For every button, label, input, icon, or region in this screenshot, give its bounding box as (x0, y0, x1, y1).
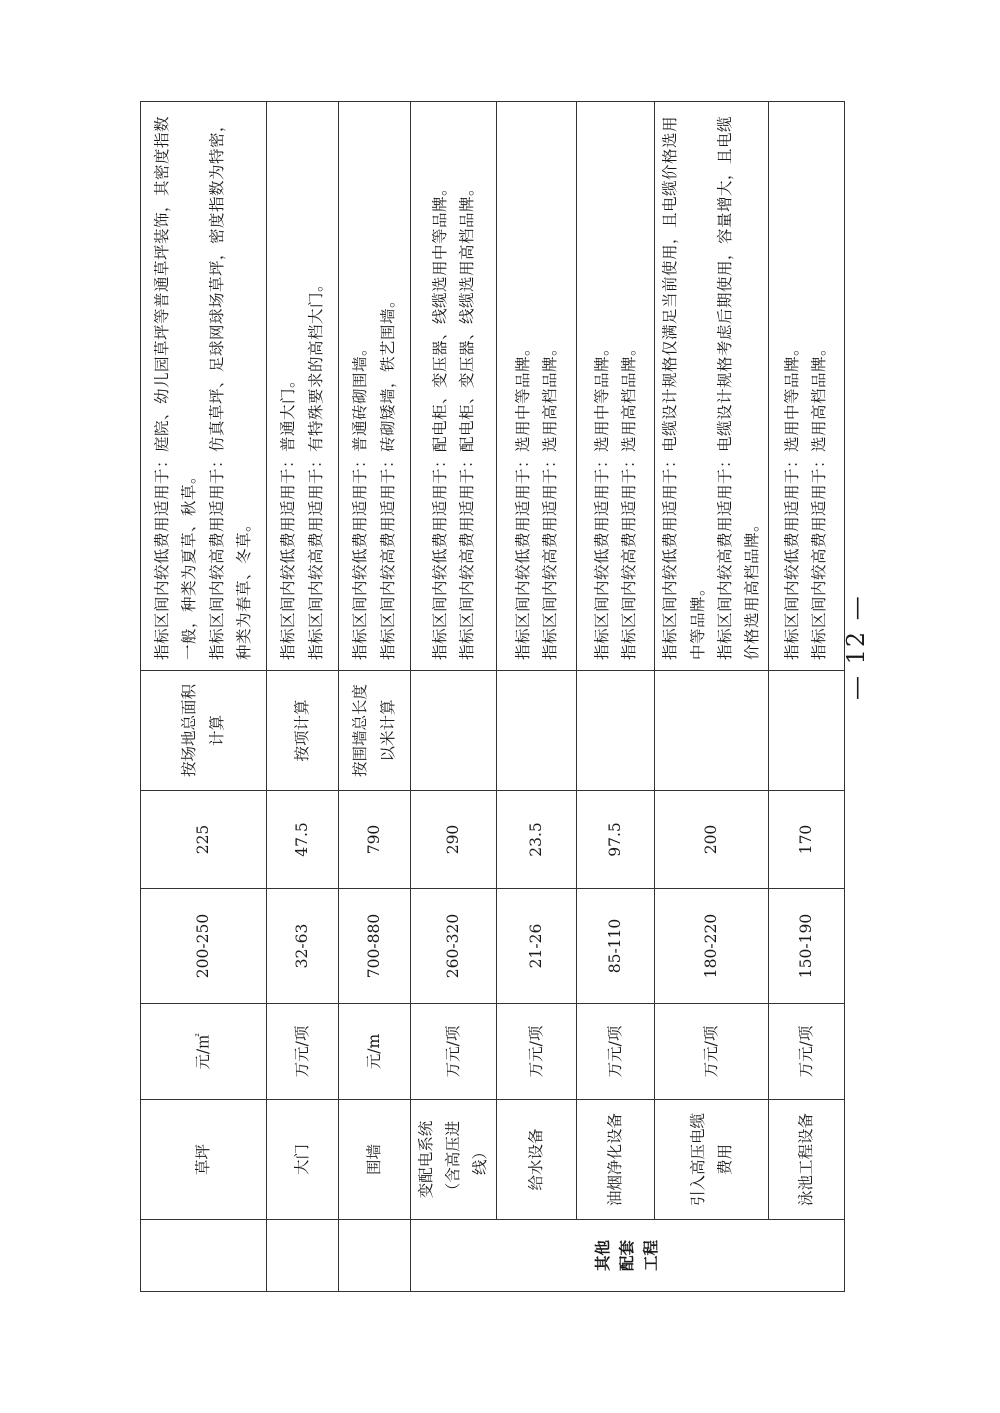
range-cell: 700-880 (339, 889, 411, 1004)
desc-high: 指标区间内较高费用适用于：仿真草坪、足球网球场草坪，密度指数为特密，种类为春草、冬草。 (207, 115, 253, 660)
unit-cell: 万元/项 (655, 1004, 769, 1100)
item-name: 油烟净化设备 (577, 1100, 655, 1220)
calc-method-cell (497, 671, 577, 791)
desc-high: 指标区间内较高费用适用于：选用高档品牌。 (810, 339, 829, 660)
cost-index-table (140, 101, 845, 1292)
rotated-table-container (140, 102, 834, 1292)
table-row (577, 102, 655, 1292)
description-cell (655, 102, 769, 671)
table-row (497, 102, 577, 1292)
range-cell: 85-110 (577, 889, 655, 1004)
desc-high: 指标区间内较高费用适用于：选用高档品牌。 (540, 339, 559, 660)
calc-method-cell: 按项计算 (267, 671, 339, 791)
description-cell (497, 102, 577, 671)
description-cell (339, 102, 411, 671)
category-cell-blank (339, 1220, 411, 1292)
table-row (411, 102, 497, 1292)
calc-method-cell: 按围墙总长度以米计算 (339, 671, 411, 791)
range-cell: 200-250 (141, 889, 267, 1004)
table-row (655, 102, 769, 1292)
unit-cell: 万元/项 (577, 1004, 655, 1100)
range-cell: 150-190 (768, 889, 844, 1004)
item-name: 变配电系统（含高压进线） (411, 1100, 497, 1220)
desc-high: 指标区间内较高费用适用于：配电柜、变压器、线缆选用高档品牌。 (457, 179, 476, 660)
desc-high: 指标区间内较高费用适用于：砖砌矮墙，铁艺围墙。 (378, 291, 397, 660)
category-cell-blank (267, 1220, 339, 1292)
category-cell (411, 1220, 845, 1292)
range-cell: 21-26 (497, 889, 577, 1004)
unit-cell: 元/m (339, 1004, 411, 1100)
reference-value-cell: 23.5 (497, 791, 577, 889)
reference-value-cell: 47.5 (267, 791, 339, 889)
reference-value-cell: 290 (411, 791, 497, 889)
item-name: 大门 (267, 1100, 339, 1220)
range-cell: 32-63 (267, 889, 339, 1004)
reference-value-cell: 170 (768, 791, 844, 889)
reference-value-cell: 97.5 (577, 791, 655, 889)
desc-low: 指标区间内较低费用适用于：选用中等品牌。 (592, 339, 611, 660)
range-cell: 260-320 (411, 889, 497, 1004)
page-number: — 12 — (842, 594, 870, 700)
reference-value-cell: 225 (141, 791, 267, 889)
description-cell (768, 102, 844, 671)
category-label-line: 工程 (641, 1240, 661, 1272)
desc-high: 指标区间内较高费用适用于：电缆设计规格考虑后期使用，容量增大，且电缆价格选用高档品牌。 (715, 115, 761, 660)
item-name: 围墙 (339, 1100, 411, 1220)
desc-high: 指标区间内较高费用适用于：选用高档品牌。 (619, 339, 638, 660)
item-name: 给水设备 (497, 1100, 577, 1220)
item-name: 泳池工程设备 (768, 1100, 844, 1220)
description-cell (141, 102, 267, 671)
desc-low: 指标区间内较低费用适用于：普通砖砌围墙。 (351, 339, 370, 660)
range-cell: 180-220 (655, 889, 769, 1004)
item-name: 草坪 (141, 1100, 267, 1220)
category-cell-blank (141, 1220, 267, 1292)
description-cell (577, 102, 655, 671)
desc-low: 指标区间内较低费用适用于：配电柜、变压器、线缆选用中等品牌。 (430, 179, 449, 660)
category-label-line: 配套 (617, 1240, 637, 1272)
desc-low: 指标区间内较低费用适用于：选用中等品牌。 (783, 339, 802, 660)
table-row (339, 102, 411, 1292)
desc-low: 指标区间内较低费用适用于：电缆设计规格仅满足当前使用，且电缆价格选用中等品牌。 (661, 115, 707, 660)
table-row (768, 102, 844, 1292)
calc-method-cell (411, 671, 497, 791)
item-name: 引入高压电缆费用 (655, 1100, 769, 1220)
calc-method-cell (655, 671, 769, 791)
desc-low: 指标区间内较低费用适用于：选用中等品牌。 (513, 339, 532, 660)
unit-cell: 元/㎡ (141, 1004, 267, 1100)
reference-value-cell: 790 (339, 791, 411, 889)
unit-cell: 万元/项 (768, 1004, 844, 1100)
calc-method-cell (768, 671, 844, 791)
table-row (267, 102, 339, 1292)
description-cell (267, 102, 339, 671)
desc-high: 指标区间内较高费用适用于：有特殊要求的高档大门。 (306, 275, 325, 660)
unit-cell: 万元/项 (411, 1004, 497, 1100)
calc-method-cell: 按场地总面积计算 (141, 671, 267, 791)
unit-cell: 万元/项 (497, 1004, 577, 1100)
category-label-line: 其他 (593, 1240, 613, 1272)
description-cell (411, 102, 497, 671)
desc-low: 指标区间内较低费用适用于：普通大门。 (279, 371, 298, 660)
desc-low: 指标区间内较低费用适用于：庭院、幼儿园草坪等普通草坪装饰，其密度指数一般，种类为夏草、秋草。 (153, 115, 199, 660)
reference-value-cell: 200 (655, 791, 769, 889)
table-row (141, 102, 267, 1292)
unit-cell: 万元/项 (267, 1004, 339, 1100)
calc-method-cell (577, 671, 655, 791)
